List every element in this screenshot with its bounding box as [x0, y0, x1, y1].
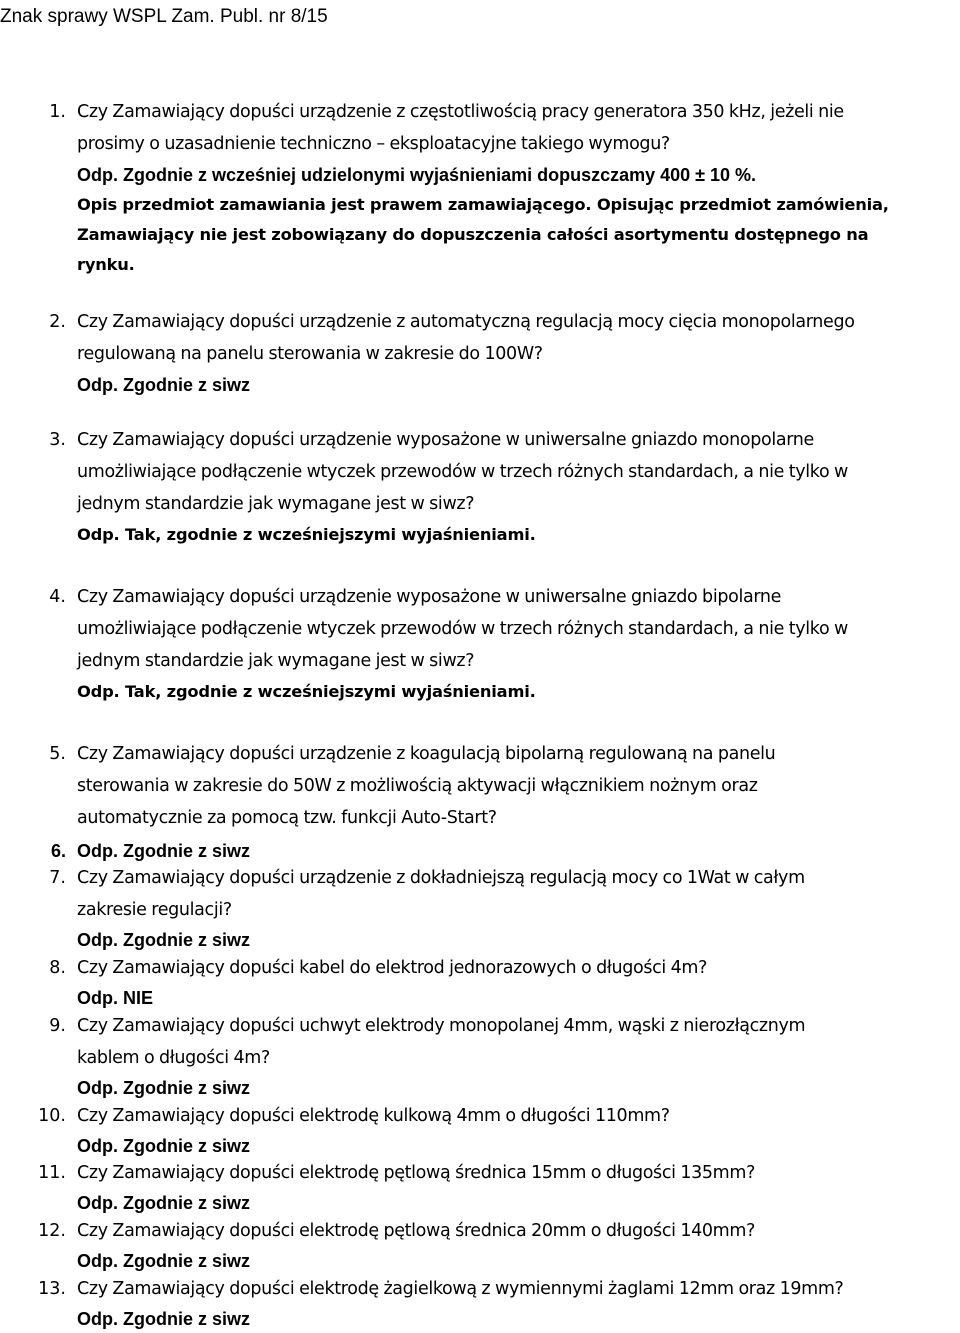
answer-line: Opis przedmiot zamawiania jest prawem zamawiającego. Opisując przedmiot zamówienia,	[77, 195, 889, 214]
question-line: kablem o długości 4m?	[77, 1048, 270, 1068]
item-number: 9.	[49, 1016, 66, 1036]
question-line: Czy Zamawiający dopuści elektrodę pętlową średnica 15mm o długości 135mm?	[77, 1163, 756, 1183]
item-number: 6.	[50, 841, 66, 861]
question-line: jednym standardzie jak wymagane jest w siwz?	[77, 494, 475, 514]
item-number: 7.	[49, 868, 66, 888]
question-line: Czy Zamawiający dopuści kabel do elektrod jednorazowych o długości 4m?	[77, 958, 708, 978]
question-line: Czy Zamawiający dopuści elektrodę żagielkową z wymiennymi żaglami 12mm oraz 19mm?	[77, 1279, 844, 1299]
answer-line: Zamawiający nie jest zobowiązany do dopuszczenia całości asortymentu dostępnego na	[77, 225, 869, 244]
item-number: 13.	[38, 1279, 66, 1299]
item-number: 5.	[49, 744, 66, 764]
answer-line: Odp. Zgodnie z siwz	[77, 1193, 250, 1213]
document-header: Znak sprawy WSPL Zam. Publ. nr 8/15	[0, 6, 328, 27]
answer-line: Odp. Zgodnie z siwz	[77, 841, 250, 861]
question-line: Czy Zamawiający dopuści uchwyt elektrody monopolanej 4mm, wąski z nierozłącznym	[77, 1016, 806, 1036]
answer-line: rynku.	[77, 255, 135, 274]
answer-line: Odp. Zgodnie z siwz	[77, 1251, 250, 1271]
question-line: Czy Zamawiający dopuści urządzenie z dokładniejszą regulacją mocy co 1Wat w całym	[77, 868, 805, 888]
answer-line: Odp. Zgodnie z siwz	[77, 930, 250, 950]
question-line: Czy Zamawiający dopuści elektrodę kulkową 4mm o długości 110mm?	[77, 1106, 670, 1126]
question-line: Czy Zamawiający dopuści urządzenie z automatyczną regulacją mocy cięcia monopolarnego	[77, 312, 855, 332]
item-number: 4.	[49, 587, 66, 607]
answer-line: Odp. Zgodnie z siwz	[77, 1078, 250, 1098]
item-number: 12.	[38, 1221, 66, 1241]
question-line: Czy Zamawiający dopuści urządzenie wyposażone w uniwersalne gniazdo bipolarne	[77, 587, 782, 607]
question-line: automatycznie za pomocą tzw. funkcji Auto-Start?	[77, 808, 497, 828]
question-line: umożliwiające podłączenie wtyczek przewodów w trzech różnych standardach, a nie tylko w	[77, 619, 848, 639]
question-line: zakresie regulacji?	[77, 900, 232, 920]
answer-line: Odp. NIE	[77, 988, 153, 1008]
question-line: umożliwiające podłączenie wtyczek przewodów w trzech różnych standardach, a nie tylko w	[77, 462, 848, 482]
answer-line: Odp. Zgodnie z siwz	[77, 375, 250, 395]
item-number: 2.	[49, 312, 66, 332]
question-line: Czy Zamawiający dopuści elektrodę pętlową średnica 20mm o długości 140mm?	[77, 1221, 756, 1241]
question-line: prosimy o uzasadnienie techniczno – eksploatacyjne takiego wymogu?	[77, 134, 670, 154]
item-number: 8.	[49, 958, 66, 978]
question-line: Czy Zamawiający dopuści urządzenie z częstotliwością pracy generatora 350 kHz, jeżeli nie	[77, 102, 844, 122]
answer-line: Odp. Tak, zgodnie z wcześniejszymi wyjaśnieniami.	[77, 682, 536, 701]
answer-line: Odp. Zgodnie z siwz	[77, 1136, 250, 1156]
question-line: Czy Zamawiający dopuści urządzenie wyposażone w uniwersalne gniazdo monopolarne	[77, 430, 814, 450]
question-line: Czy Zamawiający dopuści urządzenie z koagulacją bipolarną regulowaną na panelu	[77, 744, 776, 764]
answer-line: Odp. Zgodnie z siwz	[77, 1309, 250, 1329]
question-line: regulowaną na panelu sterowania w zakresie do 100W?	[77, 344, 543, 364]
answer-line: Odp. Tak, zgodnie z wcześniejszymi wyjaśnieniami.	[77, 525, 536, 544]
question-line: sterowania w zakresie do 50W z możliwością aktywacji włącznikiem nożnym oraz	[77, 776, 758, 796]
item-number: 11.	[38, 1163, 66, 1183]
item-number: 3.	[49, 430, 66, 450]
item-number: 10.	[38, 1106, 66, 1126]
answer-line: Odp. Zgodnie z wcześniej udzielonymi wyjaśnieniami dopuszczamy 400 ± 10 %.	[77, 165, 757, 185]
item-number: 1.	[49, 102, 66, 122]
question-line: jednym standardzie jak wymagane jest w siwz?	[77, 651, 475, 671]
